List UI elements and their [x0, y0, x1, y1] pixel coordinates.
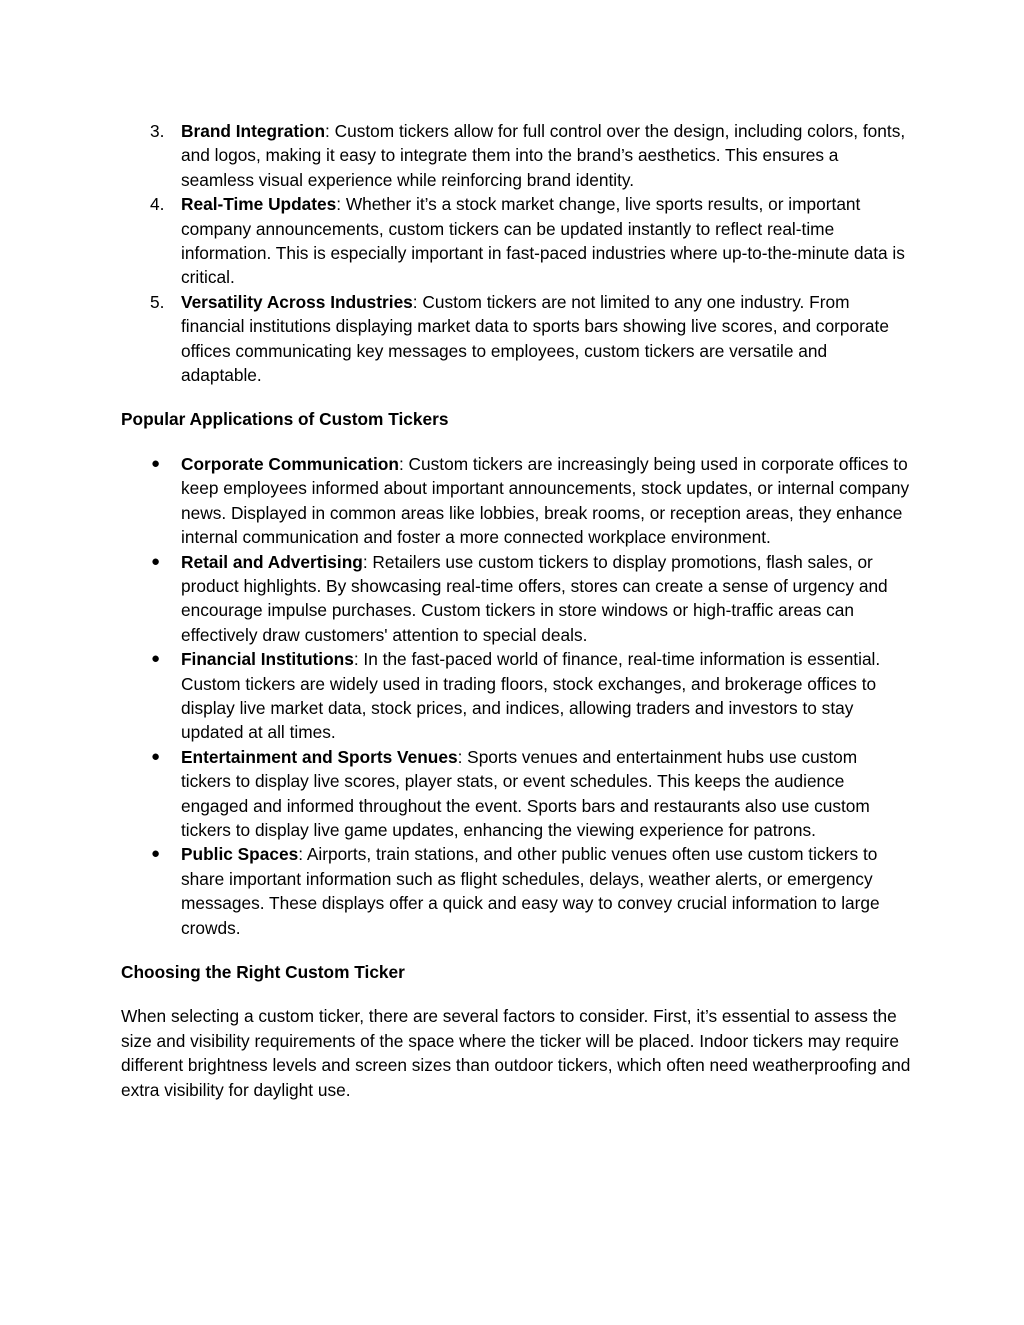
item-text: : Sports venues and entertainment hubs use custom tickers to display live scores, player stats, or event schedules. This keeps the audience engaged and informed throughout the event. Sports bars and restaurants also use custom tickers to display live game updates, enhancing the viewing experience for patrons.: [181, 746, 870, 840]
item-text: : Whether it’s a stock market change, live sports results, or important company announcements, custom tickers can be updated instantly to reflect real-time information. This is especially important in fast-paced industries where up-to-the-minute data is critical.: [181, 194, 905, 288]
section-heading-choosing: Choosing the Right Custom Ticker: [121, 962, 405, 982]
list-item: [121, 290, 911, 388]
item-title: Corporate Communication: [181, 453, 399, 474]
document-page: [121, 119, 911, 1102]
item-text: : Retailers use custom tickers to display promotions, flash sales, or product highlights. By showcasing real-time offers, stores can create a sense of urgency and encourage impulse purchases. Custom tickers in store windows or high-traffic areas can effectively draw customers' attention to special deals.: [181, 551, 888, 645]
item-title: Public Spaces: [181, 844, 299, 865]
list-number: 3.: [150, 121, 165, 141]
bullet-icon: ●: [151, 747, 161, 765]
item-title: Financial Institutions: [181, 649, 354, 670]
section-heading-applications: Popular Applications of Custom Tickers: [121, 409, 449, 430]
bullet-icon: ●: [151, 454, 161, 472]
item-title: Real-Time Updates: [181, 194, 337, 215]
bullet-icon: ●: [151, 552, 161, 570]
list-number: 4.: [150, 194, 165, 215]
item-title: Brand Integration: [181, 121, 326, 141]
list-item: [121, 745, 911, 843]
item-text: : Custom tickers are increasingly being used in corporate offices to keep employees informed about important announcements, stock updates, or internal company news. Displayed in common areas like lobbies, break rooms, or reception areas, they enhance internal communication and foster a more connected workplace environment.: [181, 453, 910, 548]
item-text: : Custom tickers are not limited to any one industry. From financial institutions displaying market data to sports bars showing live scores, and corporate offices communicating key messages to employees, custom tickers are versatile and adaptable.: [181, 291, 889, 386]
list-item: [121, 192, 911, 290]
item-text: : In the fast-paced world of finance, real-time information is essential. Custom tickers are widely used in trading floors, stock exchanges, and brokerage offices to display live market data, stock prices, and indices, allowing traders and investors to stay updated at all times.: [181, 649, 881, 743]
list-item: [121, 452, 911, 550]
item-title: Entertainment and Sports Venues: [181, 746, 458, 767]
item-title: Retail and Advertising: [181, 551, 363, 572]
item-title: Versatility Across Industries: [181, 291, 413, 312]
body-paragraph: When selecting a custom ticker, there are several factors to consider. First, it’s essential to assess the size and visibility requirements of the space where the ticker will be placed. Indoor tickers may require different brightness levels and screen sizes than outdoor tickers, which often need weatherproofing and extra visibility for daylight use.: [121, 1006, 911, 1100]
list-item: [121, 647, 911, 745]
list-item: [121, 119, 911, 192]
bullet-icon: ●: [151, 650, 161, 668]
applications-bullet-list: [121, 452, 911, 940]
list-item: [121, 550, 911, 648]
list-number: 5.: [150, 291, 165, 312]
bullet-icon: ●: [151, 845, 161, 863]
item-text: : Airports, train stations, and other public venues often use custom tickers to share important information such as flight schedules, delays, weather alerts, or emergency messages. These displays offer a quick and easy way to convey crucial information to large crowds.: [181, 844, 880, 938]
list-item: [121, 842, 911, 940]
numbered-benefits-list: [121, 119, 911, 387]
item-text: : Custom tickers allow for full control over the design, including colors, fonts, and logos, making it easy to integrate them into the brand’s aesthetics. This ensures a seamless visual experience while reinforcing brand identity.: [181, 121, 906, 190]
